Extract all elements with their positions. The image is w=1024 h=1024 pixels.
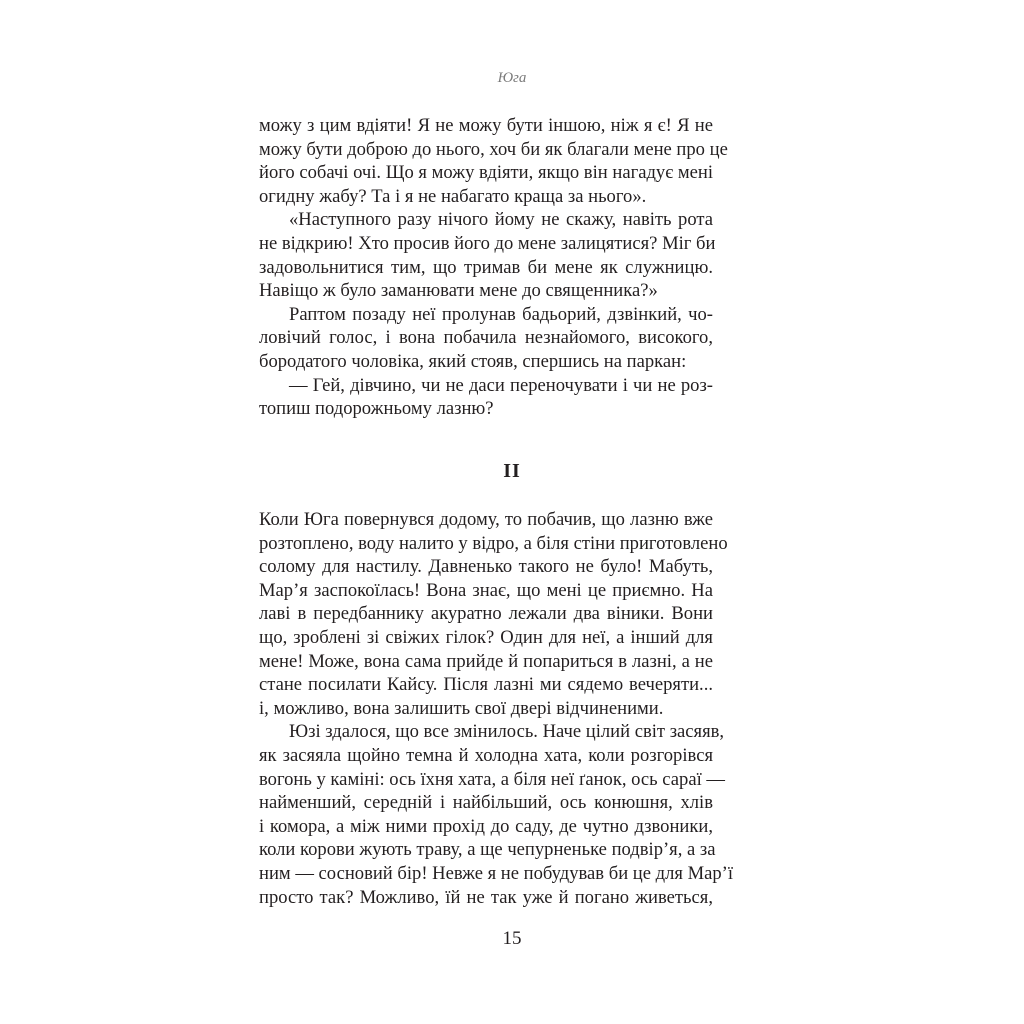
text-line: топиш подорожньому лазню?: [259, 398, 494, 420]
running-header: Юга: [497, 70, 527, 86]
page-number: 15: [502, 928, 522, 949]
text-line: розтоплено, воду налито у відро, а біля стіни приготовлено: [259, 532, 728, 554]
paragraph: [259, 720, 734, 909]
paragraph: [259, 208, 716, 302]
text-block-top: [259, 114, 728, 421]
text-line: Навіщо ж було заманювати мене до священника?»: [259, 280, 658, 302]
dialogue-paragraph: [259, 374, 713, 421]
text-line: «Наступного разу нічого йому не скажу, навіть рота: [289, 209, 713, 231]
text-line: не відкрию! Хто просив його до мене залицятися? Міг би: [259, 232, 716, 254]
text-line: огидну жабу? Та і я не набагато краща за нього».: [259, 185, 647, 207]
text-line: — Гей, дівчино, чи не даси переночувати і чи не роз-: [289, 374, 713, 396]
paragraph: [259, 114, 728, 208]
text-line: лаві в передбаннику акуратно лежали два віники. Вони: [259, 603, 713, 625]
text-line: і, можливо, вона залишить свої двері відчиненими.: [259, 697, 664, 719]
text-line: коли корови жують траву, а ще чепурненьке подвір’я, а за: [259, 839, 716, 861]
text-line: що, зроблені зі свіжих гілок? Один для неї, а інший для: [259, 626, 713, 648]
text-line: просто так? Можливо, їй не так уже й погано живеться,: [259, 886, 713, 908]
text-line: мене! Може, вона сама прийде й попариться в лазні, а не: [259, 650, 713, 672]
text-line: Юзі здалося, що все змінилось. Наче цілий світ засяяв,: [289, 721, 725, 743]
text-block-bottom: [259, 508, 734, 909]
text-line: солому для настилу. Давненько такого не було! Мабуть,: [259, 556, 713, 578]
text-line: можу з цим вдіяти! Я не можу бути іншою, ніж я є! Я не: [259, 115, 713, 136]
section-heading: II: [503, 460, 521, 482]
text-line: бородатого чоловіка, який стояв, спершись на паркан:: [259, 350, 687, 372]
paragraph: [259, 508, 728, 720]
text-line: ним — сосновий бір! Невже я не побудував би це для Мар’ї: [259, 862, 734, 884]
text-line: найменший, середній і найбільший, ось конюшня, хлів: [259, 792, 713, 814]
text-line: Коли Юга повернувся додому, то побачив, що лазню вже: [259, 509, 713, 530]
text-line: задовольнитися тим, що тримав би мене як служницю.: [259, 256, 713, 278]
text-line: і комора, а між ними прохід до саду, де чутно дзвоники,: [259, 815, 713, 837]
text-line: ловічий голос, і вона побачила незнайомого, високого,: [259, 327, 713, 349]
text-line: вогонь у каміні: ось їхня хата, а біля неї ґанок, ось сараї —: [259, 768, 725, 790]
text-line: можу бути доброю до нього, хоч би як благали мене про це: [259, 138, 728, 160]
paragraph: [259, 303, 713, 374]
text-line: його собачі очі. Що я можу вдіяти, якщо він нагадує мені: [259, 162, 713, 184]
text-line: Мар’я заспокоїлась! Вона знає, що мені це приємно. На: [259, 579, 713, 601]
text-line: як засяяла щойно темна й холодна хата, коли розгорівся: [259, 744, 713, 766]
text-line: Раптом позаду неї пролунав бадьорий, дзвінкий, чо-: [289, 303, 713, 325]
text-line: стане посилати Кайсу. Після лазні ми сядемо вечеряти...: [259, 674, 713, 696]
